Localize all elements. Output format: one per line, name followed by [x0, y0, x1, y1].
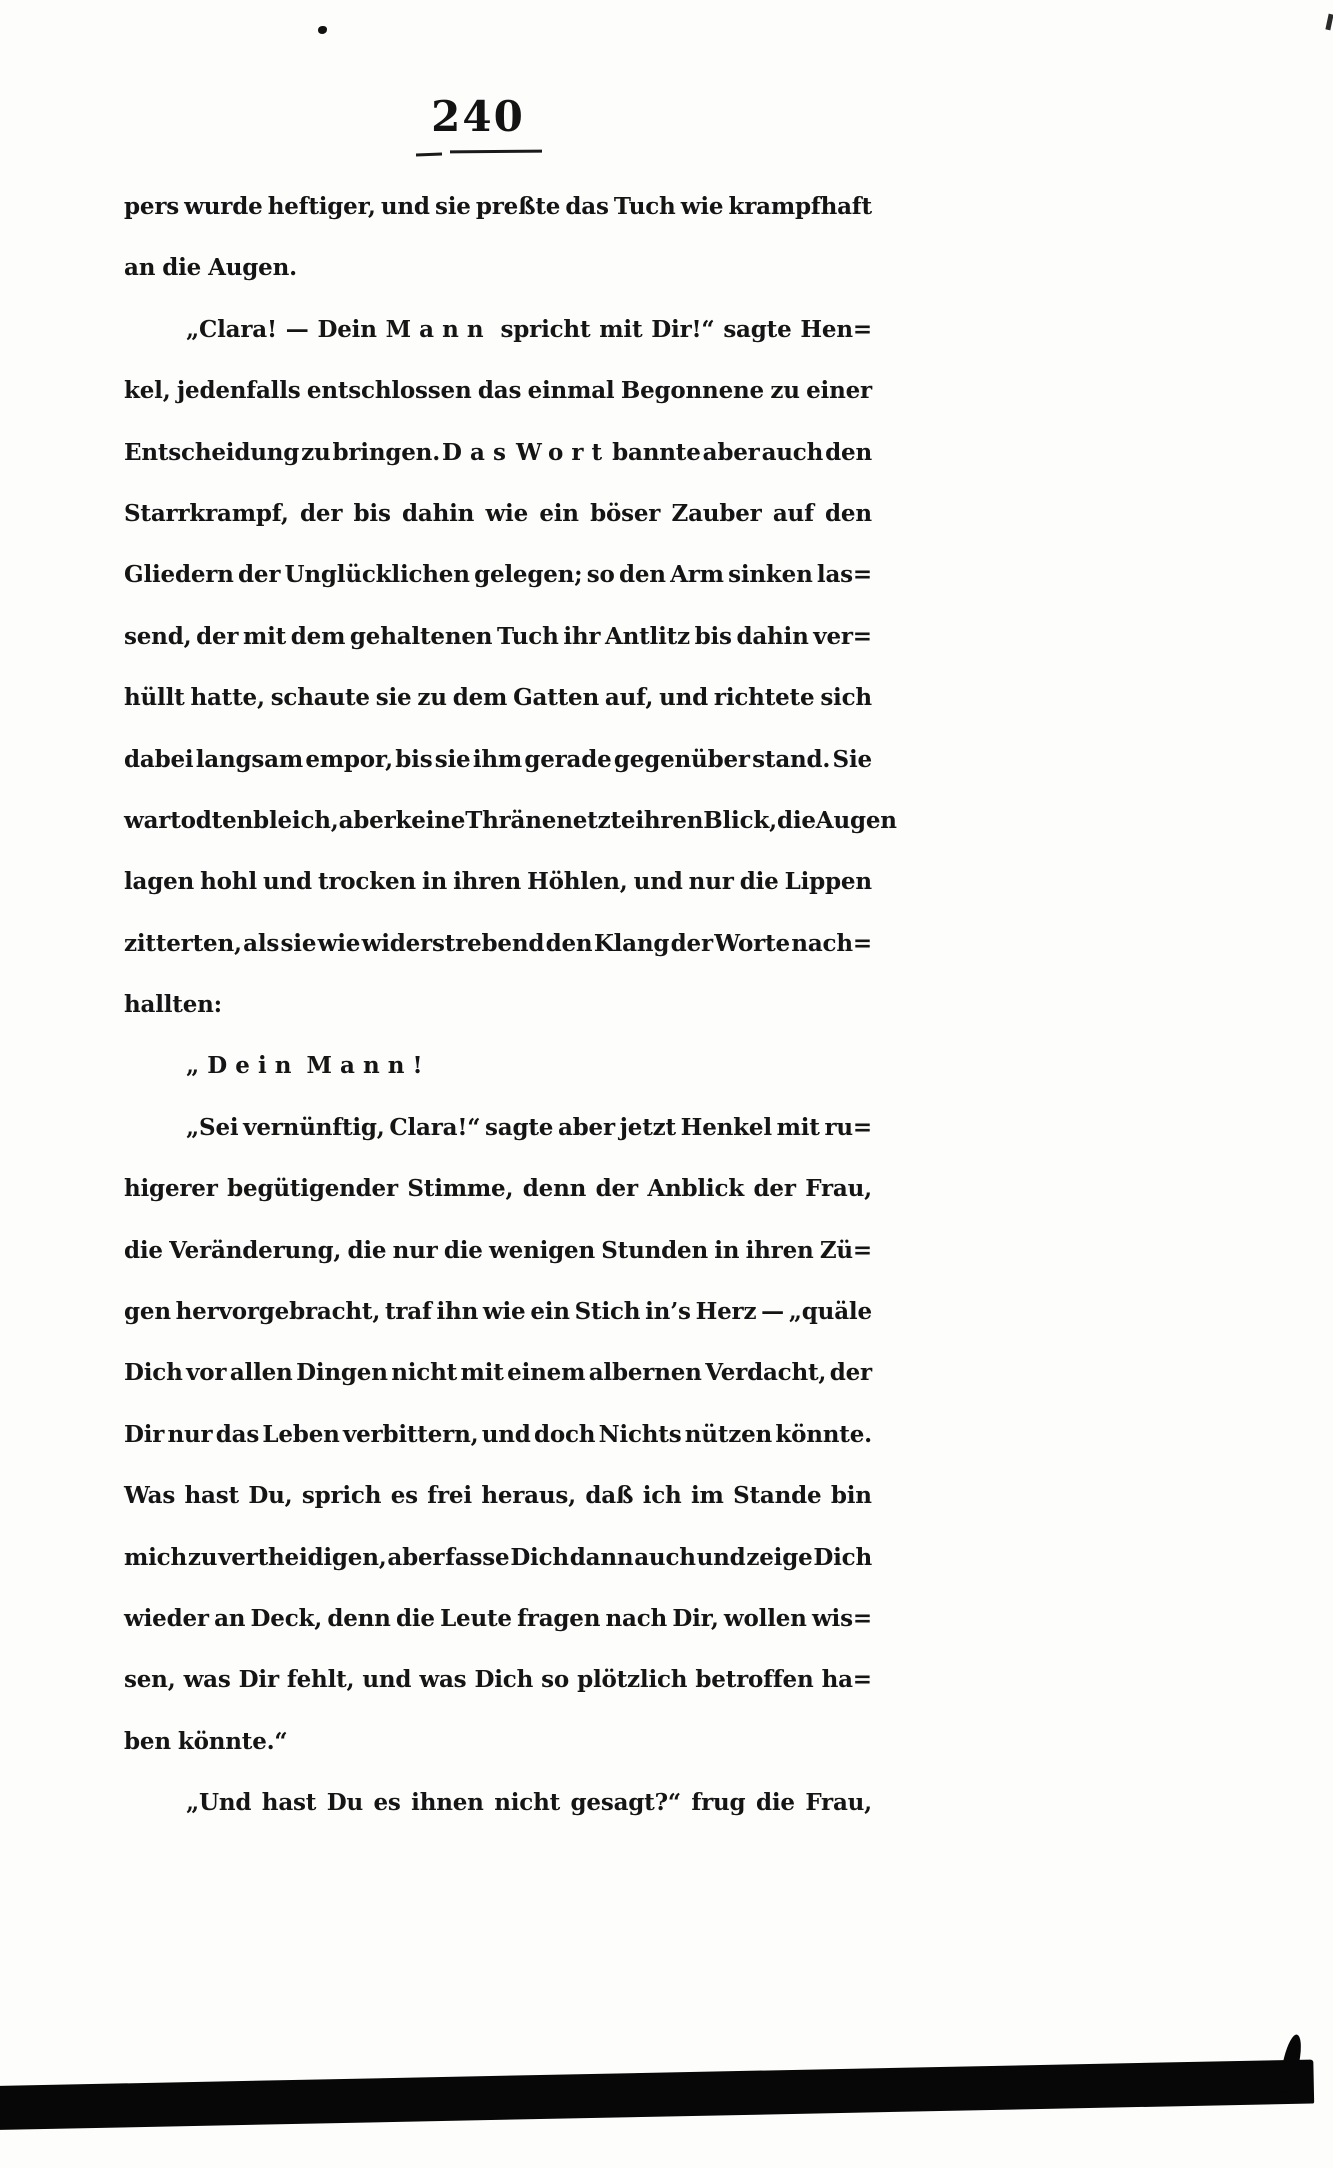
text-line [124, 237, 872, 298]
word: und [633, 868, 683, 896]
word: Gliedern [124, 561, 234, 589]
word: aber [338, 806, 396, 834]
word: als [243, 929, 280, 957]
word: heraus, [481, 1482, 576, 1510]
word: kel, [124, 377, 171, 405]
word: pers [124, 193, 179, 220]
word: aber [702, 438, 760, 466]
word: das [477, 377, 522, 405]
word: könnte.“ [177, 1727, 288, 1755]
text-line [124, 1342, 872, 1403]
word: der [196, 622, 239, 650]
word: und [481, 1420, 531, 1448]
text-line [124, 667, 872, 728]
word: Zü= [819, 1236, 872, 1264]
word: vernünftig, [243, 1113, 385, 1141]
word: sprich [301, 1482, 382, 1510]
word: wie [317, 929, 361, 957]
word: nur [167, 1420, 213, 1448]
word: und [362, 1666, 412, 1694]
word: nützen [684, 1420, 773, 1448]
word: Stande [733, 1482, 822, 1510]
word: nach [605, 1604, 668, 1632]
word: ihren [453, 868, 522, 896]
word: dahin [736, 622, 809, 650]
text-line [124, 790, 897, 851]
text-line [124, 1158, 872, 1219]
text-line [124, 1527, 872, 1588]
word: auf [772, 499, 814, 527]
text-line [124, 544, 872, 605]
text-line [124, 1588, 872, 1649]
word: Nichts [598, 1420, 682, 1448]
word: widerstrebend [361, 929, 545, 957]
word: Dich [124, 1359, 183, 1387]
word: „quäle [788, 1298, 872, 1326]
word: in [714, 1236, 740, 1264]
word: Unglücklichen [284, 561, 470, 589]
word: hohl [200, 868, 257, 896]
word: Mann! [306, 1052, 431, 1080]
word: Deck, [250, 1604, 323, 1632]
text-line [124, 1711, 872, 1772]
text-line [124, 422, 872, 483]
word: mit [242, 622, 287, 650]
word: Tuch [496, 622, 559, 650]
word: empor, [305, 745, 393, 773]
text-line [124, 1035, 872, 1096]
word: wieder [124, 1604, 209, 1632]
word: ihren [635, 806, 704, 834]
word: es [373, 1789, 401, 1817]
word: zu [187, 1543, 218, 1571]
word: preßte [475, 193, 561, 220]
word: Leute [440, 1604, 512, 1632]
word: Sie [832, 745, 872, 773]
word: ha= [821, 1666, 872, 1694]
word: sie [434, 745, 471, 773]
word: allen [229, 1359, 293, 1387]
word: richtete [713, 684, 815, 712]
word: den [825, 438, 872, 466]
word: Das [442, 438, 514, 466]
word: Antlitz [604, 622, 690, 650]
word: so [586, 561, 615, 589]
word: ein [539, 499, 579, 527]
word: plötzlich [577, 1666, 688, 1694]
word: im [690, 1482, 724, 1510]
word: und [380, 193, 430, 220]
word: und [696, 1543, 746, 1571]
word: bin [830, 1482, 872, 1510]
word: was [419, 1666, 467, 1694]
word: wie [482, 1298, 526, 1326]
word: sie [375, 684, 412, 712]
word: Leben [262, 1420, 340, 1448]
word: Dir!“ [651, 315, 715, 343]
word: und [659, 684, 708, 712]
word: fasse [445, 1543, 510, 1571]
word: auch [634, 1543, 696, 1571]
word: nicht [494, 1789, 561, 1817]
word: Dingen [296, 1359, 388, 1387]
word: fragen [517, 1604, 601, 1632]
word: Augen. [208, 254, 297, 282]
word: gehaltenen [349, 622, 493, 650]
word: daß [585, 1482, 634, 1510]
word: ver= [813, 622, 872, 650]
word: Was [124, 1482, 176, 1510]
text-line [124, 729, 872, 790]
word: Stich [574, 1298, 641, 1326]
word: schaute [270, 684, 370, 712]
text-line [124, 606, 872, 667]
word: gegenüber [613, 745, 750, 773]
word: dem [290, 622, 346, 650]
text-line [124, 299, 872, 360]
word: nur [688, 868, 734, 896]
word: aber [387, 1543, 445, 1571]
word: dabei [124, 745, 194, 773]
word: Stunden [601, 1236, 708, 1264]
word: Dir, [672, 1604, 719, 1632]
word: sagte [723, 315, 792, 343]
word: Du, [248, 1482, 293, 1510]
word: ru= [824, 1113, 872, 1141]
word: auch [761, 438, 824, 466]
page-number: 240 [431, 92, 525, 141]
word: einmal [527, 377, 615, 405]
word: — [285, 315, 309, 343]
word: Arm [670, 561, 724, 589]
word: und [262, 868, 312, 896]
word: hervorgebracht, [175, 1298, 381, 1326]
word: Henkel [680, 1113, 772, 1141]
word: nicht [391, 1359, 458, 1387]
word: gelegen; [474, 561, 583, 589]
word: nur [392, 1236, 438, 1264]
word: dahin [402, 499, 475, 527]
word: wollen [723, 1604, 807, 1632]
word: zeige [746, 1543, 813, 1571]
word: bis [395, 745, 433, 773]
word: ihm [472, 745, 523, 773]
word: Dein [317, 315, 377, 343]
word: Frau, [805, 1789, 872, 1817]
word: verbittern, [342, 1420, 479, 1448]
word: den [545, 929, 593, 957]
word: Dich [474, 1666, 534, 1694]
word: Hen= [800, 315, 872, 343]
word: Lippen [784, 868, 872, 896]
word: Augen [815, 806, 897, 834]
word: ich [642, 1482, 682, 1510]
word: der [670, 929, 713, 957]
word: krampfhaft [728, 193, 872, 220]
word: wurde [184, 193, 263, 220]
word: böser [590, 499, 661, 527]
text-line [124, 176, 872, 237]
word: traf [384, 1298, 432, 1326]
word: die [124, 1236, 163, 1264]
word: Mann [385, 315, 492, 343]
word: ihren [745, 1236, 814, 1264]
word: Dich [510, 1543, 569, 1571]
word: stand. [752, 745, 831, 773]
header-rule-dash [416, 153, 442, 157]
word: gesagt?“ [570, 1789, 681, 1817]
word: langsam [195, 745, 303, 773]
word: aber [557, 1113, 615, 1141]
word: sie [434, 193, 471, 220]
word: auf, [604, 684, 654, 712]
word: in’s [645, 1298, 691, 1326]
word: Klang [593, 929, 670, 957]
word: begütigender [227, 1175, 398, 1203]
word: der [300, 499, 343, 527]
word: Veränderung, [169, 1236, 342, 1264]
word: Dir [124, 1420, 165, 1448]
word: wie [680, 193, 724, 220]
word: die [443, 1236, 483, 1264]
word: todtenbleich, [170, 806, 339, 834]
word: Stimme, [407, 1175, 514, 1203]
word: war [124, 806, 171, 834]
word: die [776, 806, 816, 834]
word: nach= [791, 929, 872, 957]
word: lagen [124, 868, 195, 896]
word: hast [184, 1482, 239, 1510]
text-line [124, 1404, 872, 1465]
word: spricht [500, 315, 591, 343]
word: die [755, 1789, 795, 1817]
word: ihr [563, 622, 601, 650]
text-line [124, 1465, 872, 1526]
word: mit [599, 315, 643, 343]
word: Du [326, 1789, 363, 1817]
word: das [215, 1420, 260, 1448]
word: Anblick [647, 1175, 745, 1203]
word: den [618, 561, 666, 589]
word: denn [522, 1175, 587, 1203]
word: an [214, 1604, 246, 1632]
word: jedenfalls [176, 377, 301, 405]
word: einem [507, 1359, 586, 1387]
word: es [390, 1482, 418, 1510]
word: betroffen [695, 1666, 814, 1694]
word: Wort [515, 438, 611, 466]
word: vertheidigen, [218, 1543, 387, 1571]
text-line [124, 483, 872, 544]
word: an [124, 254, 156, 282]
word: frug [691, 1789, 746, 1817]
word: einer [806, 377, 872, 405]
word: dem [452, 684, 508, 712]
word: was [183, 1666, 231, 1694]
word: Clara!“ [389, 1113, 481, 1141]
word: hüllt [124, 684, 185, 712]
word: gerade [524, 745, 612, 773]
word: keine [395, 806, 466, 834]
word: send, [124, 622, 192, 650]
text-line [124, 1097, 872, 1158]
word: Gatten [513, 684, 600, 712]
header-rule [450, 150, 542, 154]
word: wenigen [489, 1236, 595, 1264]
text-line [124, 913, 872, 974]
word: ihnen [411, 1789, 484, 1817]
word: ihn [436, 1298, 479, 1326]
word: frei [427, 1482, 472, 1510]
word: dann [569, 1543, 634, 1571]
word: zu [417, 684, 447, 712]
text-line [124, 974, 872, 1035]
word: könnte. [775, 1420, 872, 1448]
word: vor [186, 1359, 227, 1387]
word: hallten: [124, 991, 222, 1019]
word: higerer [124, 1175, 218, 1203]
word: bringen. [332, 438, 441, 466]
word: die [162, 254, 202, 282]
word: die [347, 1236, 387, 1264]
text-line [124, 1220, 872, 1281]
scan-edge-mark [1325, 14, 1333, 31]
word: fehlt, [286, 1666, 355, 1694]
word: die [395, 1604, 435, 1632]
word: hast [261, 1789, 317, 1817]
word: Herz [695, 1298, 757, 1326]
word: zitterten, [124, 929, 242, 957]
word: Dir [238, 1666, 279, 1694]
word: entschlossen [306, 377, 472, 405]
word: mich [124, 1543, 188, 1571]
ink-speck [318, 26, 327, 34]
word: der [238, 561, 281, 589]
word: doch [533, 1420, 596, 1448]
word: denn [327, 1604, 391, 1632]
word: mit [460, 1359, 504, 1387]
word: gen [124, 1298, 171, 1326]
word: hatte, [190, 684, 265, 712]
word: sen, [124, 1666, 176, 1694]
text-line [124, 1281, 872, 1342]
word: wie [485, 499, 529, 527]
word: albernen [588, 1359, 702, 1387]
word: zu [301, 438, 331, 466]
word: „Clara! [186, 315, 277, 343]
word: zu [770, 377, 800, 405]
word: sich [820, 684, 872, 712]
word: heftiger, [267, 193, 376, 220]
word: Thräne [465, 806, 557, 834]
word: bis [694, 622, 732, 650]
word: — [761, 1298, 784, 1326]
word: sinken [728, 561, 813, 589]
word: trocken [317, 868, 416, 896]
word: Verdacht, [705, 1359, 827, 1387]
word: netzte [556, 806, 636, 834]
word: den [825, 499, 872, 527]
word: „Dein [186, 1052, 300, 1080]
word: Höhlen, [527, 868, 628, 896]
word: das [565, 193, 609, 220]
text-line [124, 1772, 872, 1833]
word: las= [816, 561, 872, 589]
word: sagte [485, 1113, 554, 1141]
word: Starrkrampf, [124, 499, 289, 527]
word: in [421, 868, 448, 896]
word: mit [776, 1113, 820, 1141]
word: die [739, 868, 779, 896]
word: Blick, [703, 806, 777, 834]
word: Entscheidung [124, 438, 300, 466]
word: ein [530, 1298, 570, 1326]
word: bis [353, 499, 391, 527]
word: wis= [811, 1604, 872, 1632]
word: so [541, 1666, 570, 1694]
word: Dich [813, 1543, 872, 1571]
text-line [124, 851, 872, 912]
word: jetzt [619, 1113, 676, 1141]
word: „Sei [186, 1113, 239, 1141]
text-line [124, 360, 872, 421]
word: Begonnene [620, 377, 764, 405]
text-line [124, 1649, 872, 1710]
word: Frau, [805, 1175, 872, 1203]
word: der [753, 1175, 796, 1203]
word: bannte [612, 438, 701, 466]
word: sie [280, 929, 317, 957]
word: Worte [714, 929, 790, 957]
word: ben [124, 1727, 171, 1755]
word: der [595, 1175, 638, 1203]
text-column [124, 176, 897, 1834]
scan-gutter-shadow [0, 2060, 1314, 2130]
word: der [829, 1359, 872, 1387]
word: Tuch [613, 193, 676, 220]
word: „Und [186, 1789, 252, 1817]
word: Zauber [671, 499, 762, 527]
